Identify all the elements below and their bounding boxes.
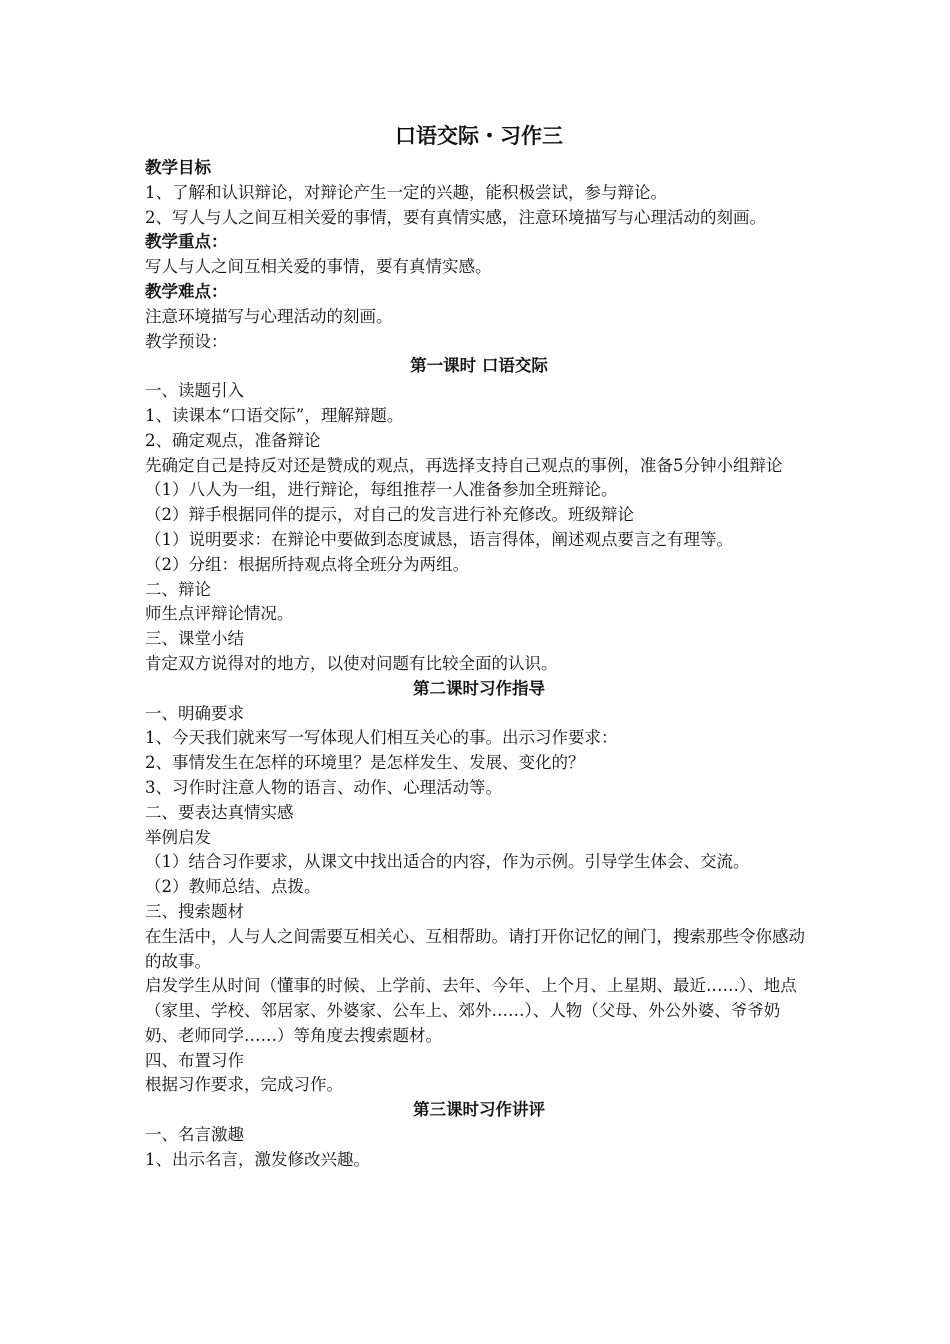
paragraph: （2）辩手根据同伴的提示，对自己的发言进行补充修改。班级辩论 xyxy=(145,505,634,525)
paragraph: 三、课堂小结 xyxy=(145,629,244,649)
paragraph: 一、名言激趣 xyxy=(145,1125,244,1145)
paragraph: 根据习作要求，完成习作。 xyxy=(145,1075,343,1095)
paragraph: 1、读课本“口语交际”，理解辩题。 xyxy=(145,405,404,425)
document-title: 口语交际・习作三 xyxy=(395,124,563,148)
paragraph: 写人与人之间互相关爱的事情，要有真情实感。 xyxy=(145,257,492,277)
document-body xyxy=(145,156,813,1173)
paragraph: 1、今天我们就来写一写体现人们相互关心的事。出示习作要求： xyxy=(145,728,618,748)
section-heading: 第二课时习作指导 xyxy=(413,678,545,698)
paragraph: 2、写人与人之间互相关爱的事情，要有真情实感，注意环境描写与心理活动的刻画。 xyxy=(145,207,766,227)
paragraph: 先确定自己是持反对还是赞成的观点，再选择支持自己观点的事例，准备5分钟小组辩论 xyxy=(145,455,783,475)
paragraph: 师生点评辩论情况。 xyxy=(145,604,294,624)
paragraph: 2、事情发生在怎样的环境里？是怎样发生、发展、变化的？ xyxy=(145,753,585,773)
paragraph: 举例启发 xyxy=(145,827,211,847)
paragraph: 1、出示名言，激发修改兴趣。 xyxy=(145,1149,370,1169)
paragraph: 启发学生从时间（懂事的时候、上学前、去年、今年、上个月、上星期、最近……）、地点（家里、学校、邻居家、外婆家、公车上、郊外……）、人物（父母、外公外婆、爷爷奶奶、老师同学……）等角度去搜索题材。 xyxy=(145,976,797,1045)
paragraph: （1）八人为一组，进行辩论，每组推荐一人准备参加全班辩论。 xyxy=(145,480,618,500)
paragraph: 一、读题引入 xyxy=(145,381,244,401)
paragraph: 二、要表达真情实感 xyxy=(145,802,294,822)
paragraph: （1）说明要求：在辩论中要做到态度诚恳，语言得体，阐述观点要言之有理等。 xyxy=(145,529,733,549)
label-heading: 教学重点： xyxy=(145,232,228,252)
paragraph: 教学预设： xyxy=(145,331,228,351)
paragraph: 三、搜索题材 xyxy=(145,901,244,921)
paragraph: 注意环境描写与心理活动的刻画。 xyxy=(145,306,393,326)
label-heading: 教学目标 xyxy=(145,158,211,177)
paragraph: （2）分组：根据所持观点将全班分为两组。 xyxy=(145,554,469,574)
paragraph: （2）教师总结、点拨。 xyxy=(145,877,321,897)
paragraph: 3、习作时注意人物的语言、动作、心理活动等。 xyxy=(145,777,502,797)
paragraph: 一、明确要求 xyxy=(145,703,244,723)
section-heading: 第一课时 口语交际 xyxy=(410,356,548,376)
paragraph: 2、确定观点，准备辩论 xyxy=(145,430,321,450)
document-page xyxy=(145,118,813,1173)
paragraph: 肯定双方说得对的地方，以使对问题有比较全面的认识。 xyxy=(145,653,558,673)
paragraph: （1）结合习作要求，从课文中找出适合的内容，作为示例。引导学生体会、交流。 xyxy=(145,852,750,872)
section-heading: 第三课时习作讲评 xyxy=(413,1100,545,1120)
paragraph: 在生活中，人与人之间需要互相关心、互相帮助。请打开你记忆的闸门，搜索那些令你感动的故事。 xyxy=(145,926,805,971)
paragraph: 四、布置习作 xyxy=(145,1050,244,1070)
paragraph: 二、辩论 xyxy=(145,579,211,599)
label-heading: 教学难点： xyxy=(145,281,228,301)
paragraph: 1、了解和认识辩论，对辩论产生一定的兴趣，能积极尝试，参与辩论。 xyxy=(145,182,667,202)
